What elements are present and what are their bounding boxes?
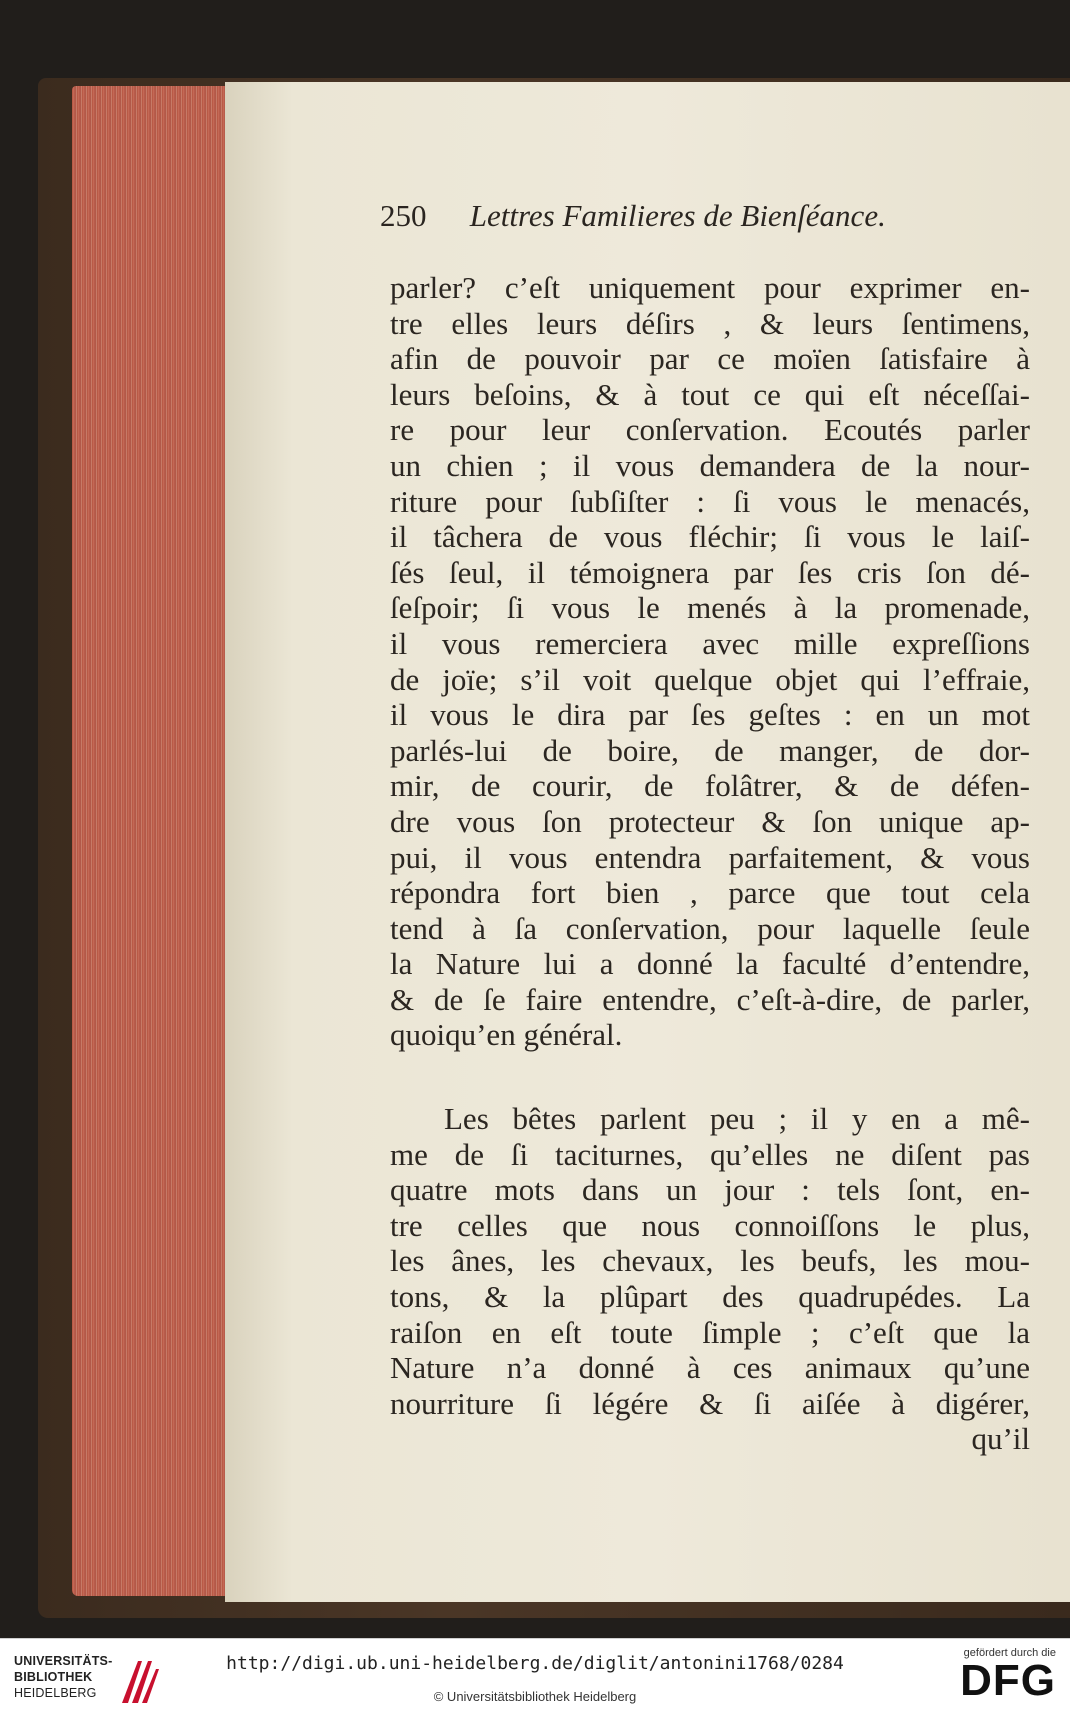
catchword: qu’il (971, 1421, 1030, 1457)
page-text (390, 270, 1030, 1457)
text-line: re pour leur conſervation. Ecoutés parler (390, 412, 1030, 448)
running-title: Lettres Familieres de Bienſéance. (469, 198, 886, 233)
text-line: tons, & la plûpart des quadrupédes. La (390, 1279, 1030, 1315)
text-line: dre vous ſon protecteur & ſon unique ap- (390, 803, 1030, 839)
text-line: riture pour ſubſiſter : ſi vous le menacés, (390, 483, 1030, 519)
page-edges (72, 86, 232, 1596)
text-line: il vous le dira par ſes geſtes : en un mot (390, 697, 1030, 733)
text-line: les ânes, les chevaux, les beufs, les mou- (390, 1243, 1030, 1279)
text-line: la Nature lui a donné la faculté d’entendre, (390, 946, 1030, 982)
text-line: il vous remerciera avec mille expreſſions (390, 625, 1030, 661)
paragraph-1 (390, 270, 1030, 1053)
text-line: parlés-lui de boire, de manger, de dor- (390, 732, 1030, 768)
text-line: nourriture ſi légére & ſi aiſée à digérer, (390, 1385, 1030, 1421)
text-line: quoiqu’en général. (390, 1017, 623, 1053)
paragraph-2 (390, 1101, 1030, 1421)
text-line: quatre mots dans un jour : tels ſont, en- (390, 1172, 1030, 1208)
dfg-wordmark: DFG (960, 1656, 1056, 1705)
funding-note: gefördert durch die (963, 1647, 1056, 1659)
text-line: ſeſpoir; ſi vous le menés à la promenade, (390, 590, 1030, 626)
text-line: me de ſi taciturnes, qu’elles ne diſent pas (390, 1136, 1030, 1172)
text-line: raiſon en eſt toute ſimple ; c’eſt que la (390, 1314, 1030, 1350)
library-name-line2: BIBLIOTHEK (14, 1670, 93, 1684)
text-line: un chien ; il vous demandera de la nour- (390, 447, 1030, 483)
dfg-logo (946, 1647, 1056, 1703)
library-name-line3: HEIDELBERG (14, 1686, 97, 1700)
text-line: répondra fort bien , parce que tout cela (390, 875, 1030, 911)
footer-banner (0, 1638, 1070, 1718)
library-name-line1: UNIVERSITÄTS- (14, 1654, 113, 1668)
running-head (380, 198, 940, 234)
text-line: Les bêtes parlent peu ; il y en a mê- (444, 1101, 1030, 1137)
text-line: tre celles que nous connoiſſons le plus, (390, 1207, 1030, 1243)
text-line: de joïe; s’il voit quelque objet qui l’effraie, (390, 661, 1030, 697)
text-line: leurs beſoins, & à tout ce qui eſt néceſſai- (390, 376, 1030, 412)
text-line: pui, il vous entendra parfaitement, & vous (390, 839, 1030, 875)
text-line: tre elles leurs déſirs , & leurs ſentimens, (390, 305, 1030, 341)
permalink-url[interactable]: http://digi.ub.uni-heidelberg.de/diglit/antonini1768/0284 (226, 1653, 844, 1674)
text-line: parler? c’eſt uniquement pour exprimer en- (390, 270, 1030, 305)
text-line: & de ſe faire entendre, c’eſt-à-dire, de parler, (390, 981, 1030, 1017)
text-line: mir, de courir, de folâtrer, & de défen- (390, 768, 1030, 804)
text-line: Nature n’a donné à ces animaux qu’une (390, 1350, 1030, 1386)
page-number: 250 (380, 198, 427, 233)
copyright-text: © Universitätsbibliothek Heidelberg (433, 1689, 637, 1704)
text-line: afin de pouvoir par ce moïen ſatisfaire à (390, 341, 1030, 377)
text-line: tend à ſa conſervation, pour laquelle ſeule (390, 910, 1030, 946)
text-line: ſés ſeul, il témoignera par ſes cris ſon dé- (390, 554, 1030, 590)
text-line: il tâchera de vous fléchir; ſi vous le laiſ- (390, 519, 1030, 555)
